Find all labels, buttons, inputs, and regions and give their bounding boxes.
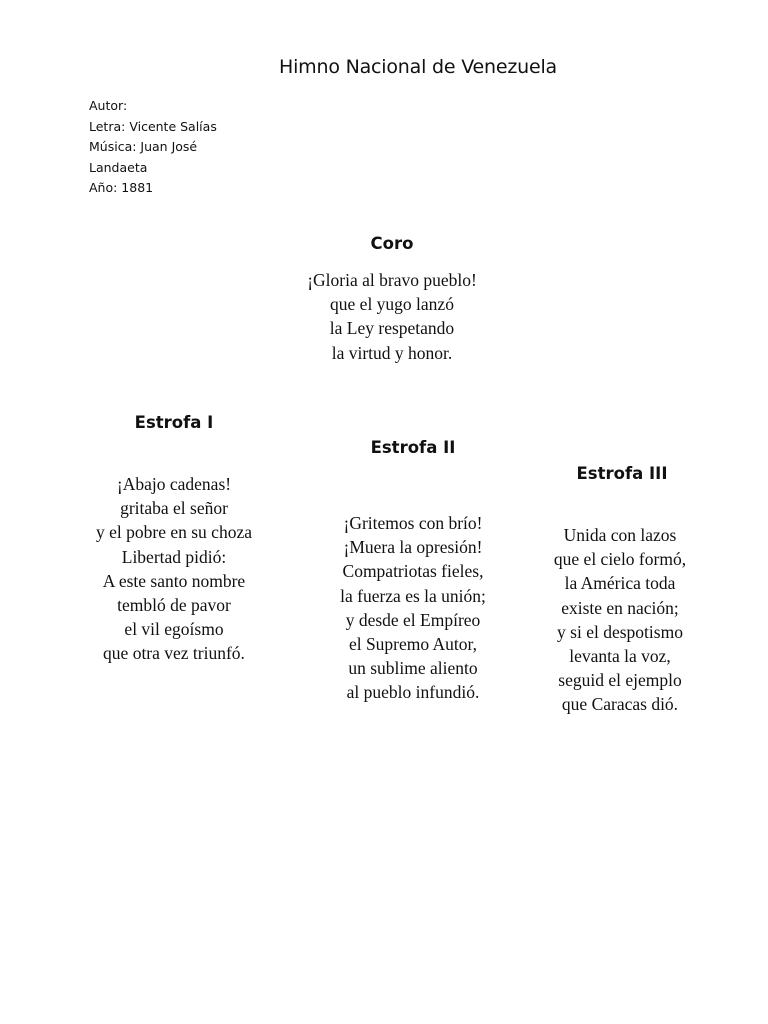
verse-line: ¡Abajo cadenas!	[116, 474, 232, 494]
verse-line: existe en nación;	[561, 597, 679, 618]
verse-line: que otra vez triunfó.	[103, 643, 245, 664]
estrofa-3-verse	[470, 523, 768, 717]
verse-line: un sublime aliento	[348, 658, 478, 679]
verse-line: Unida con lazos	[563, 525, 677, 545]
verse-line: la virtud y honor.	[331, 342, 453, 363]
verse-line: ¡Gloria al bravo pueblo!	[307, 270, 477, 290]
verse-line: tembló de pavor	[117, 595, 231, 616]
verse-line: y el pobre en su choza	[96, 522, 252, 543]
verse-line: que Caracas dió.	[561, 694, 679, 715]
verse-line: que el yugo lanzó	[330, 294, 454, 315]
verse-line: y si el despotismo	[557, 621, 683, 642]
verse-line: A este santo nombre	[102, 570, 246, 591]
verse-line: que el cielo formó,	[553, 549, 687, 570]
estrofa-2-heading: Estrofa II	[370, 438, 456, 457]
verse-line: la América toda	[564, 573, 676, 594]
verse-line: la fuerza es la unión;	[340, 585, 486, 606]
verse-line: el Supremo Autor,	[348, 634, 478, 655]
verse-line: gritaba el señor	[120, 498, 228, 519]
verse-line: Libertad pidió:	[121, 546, 227, 567]
estrofa-1-heading: Estrofa I	[134, 413, 214, 432]
verse-line: levanta la voz,	[569, 646, 671, 667]
verse-line: Compatriotas fieles,	[342, 561, 484, 582]
verse-line: y desde el Empíreo	[345, 609, 481, 630]
author-info	[89, 96, 249, 199]
verse-line: ¡Muera la opresión!	[343, 537, 483, 558]
music-credit-line-2: Landaeta	[89, 159, 148, 175]
verse-line: al pueblo infundió.	[346, 682, 480, 703]
document-title: Himno Nacional de Venezuela	[279, 56, 557, 78]
author-label: Autor:	[89, 98, 128, 113]
year-credit: Año: 1881	[89, 180, 154, 195]
verse-line: el vil egoísmo	[124, 619, 224, 640]
music-credit-line-1: Música: Juan José	[89, 139, 198, 154]
coro-verse	[242, 268, 542, 365]
verse-line: la Ley respetando	[329, 318, 455, 339]
coro-heading: Coro	[370, 234, 414, 253]
lyrics-credit: Letra: Vicente Salías	[89, 118, 217, 134]
verse-line: ¡Gritemos con brío!	[343, 513, 483, 533]
estrofa-3-heading: Estrofa III	[576, 464, 668, 483]
verse-line: seguid el ejemplo	[558, 670, 682, 691]
